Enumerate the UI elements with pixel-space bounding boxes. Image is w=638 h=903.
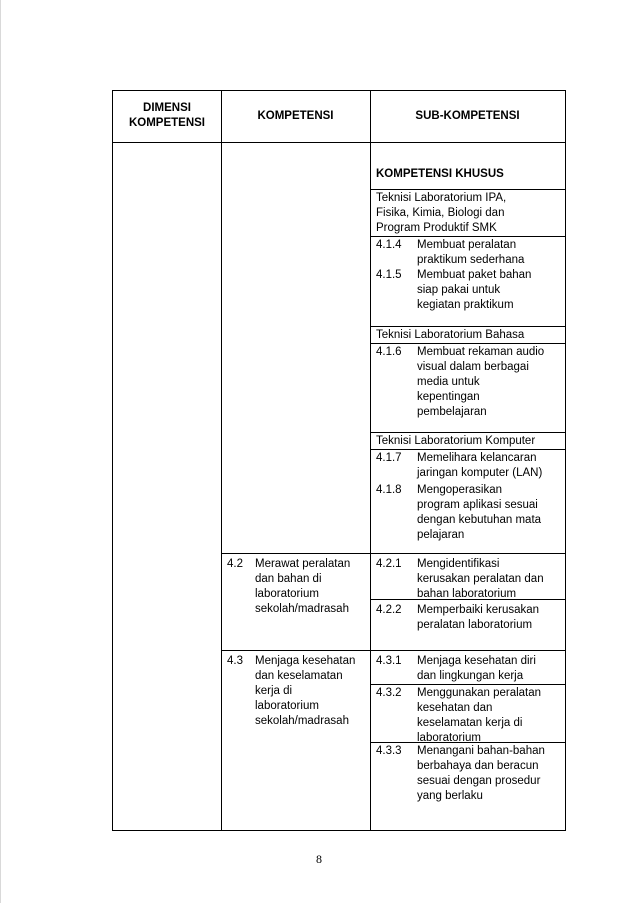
page-number: 8 bbox=[316, 852, 322, 866]
row-divider bbox=[370, 432, 565, 433]
header-kompetensi: KOMPETENSI bbox=[257, 110, 334, 122]
group-title-ipa: Teknisi Laboratorium IPA, Fisika, Kimia, Biologi dan Program Produktif SMK bbox=[376, 192, 507, 234]
row-divider bbox=[221, 650, 565, 651]
row-divider bbox=[370, 343, 565, 344]
row-divider bbox=[370, 236, 565, 237]
group-title-komputer: Teknisi Laboratorium Komputer bbox=[376, 435, 536, 447]
column-divider-1 bbox=[221, 91, 222, 830]
row-divider bbox=[370, 326, 565, 327]
header-dimensi-line2: KOMPETENSI bbox=[128, 117, 206, 129]
header-divider bbox=[113, 142, 565, 143]
page-edge bbox=[0, 0, 1, 903]
row-divider bbox=[370, 684, 565, 685]
competency-table: DIMENSI KOMPETENSI KOMPETENSI SUB-KOMPETENSI KOMPETENSI KHUSUS Teknisi Laboratorium IPA, Fisika, Kimia, Biologi dan Program Produktif SMK 4.1.4 Membuat peralatan praktikum sederhana 4.1.5 Membuat paket bahan siap pakai untuk kegiatan praktikum Teknisi Laboratorium Bahasa 4.1.6 Membuat rekaman audio visual dalam berbagai media untuk kepentingan pembelajaran Teknisi Laboratorium Komputer 4.1.7 Memelihara kelancaran jaringan komputer (LAN) 4.1.8 Mengoperasikan program aplikasi sesuai dengan kebutuhan mata pelajaran 4.2 Merawat peralatan dan bahan di laboratorium sekolah/madrasah 4.2.1 Mengidentifikasi kerusakan peralatan dan bahan laboratorium 4.2.2 Memperbaiki kerusakan peralatan laboratorium 4.3 Menjaga kesehatan dan keselamatan kerja di laboratorium sekolah/madrasah 4.3.1 Menjaga kesehatan diri dan lingkungan kerja 4.3.2 Menggunakan peralatan kesehatan dan keselamatan kerja di laboratorium 4.3.3 Menangani bahan-bahan berbahaya dan beracun sesuai dengan prosedur yang berlaku bbox=[112, 90, 566, 831]
group-title-bahasa: Teknisi Laboratorium Bahasa bbox=[376, 329, 525, 341]
row-divider bbox=[370, 189, 565, 190]
header-sub-kompetensi: SUB-KOMPETENSI bbox=[415, 110, 520, 122]
kompetensi-khusus-label: KOMPETENSI KHUSUS bbox=[376, 168, 504, 180]
row-divider bbox=[370, 449, 565, 450]
row-divider bbox=[221, 553, 565, 554]
header-dimensi-line1: DIMENSI bbox=[143, 102, 191, 114]
header-dimensi bbox=[113, 101, 221, 131]
column-divider-2 bbox=[370, 91, 371, 830]
